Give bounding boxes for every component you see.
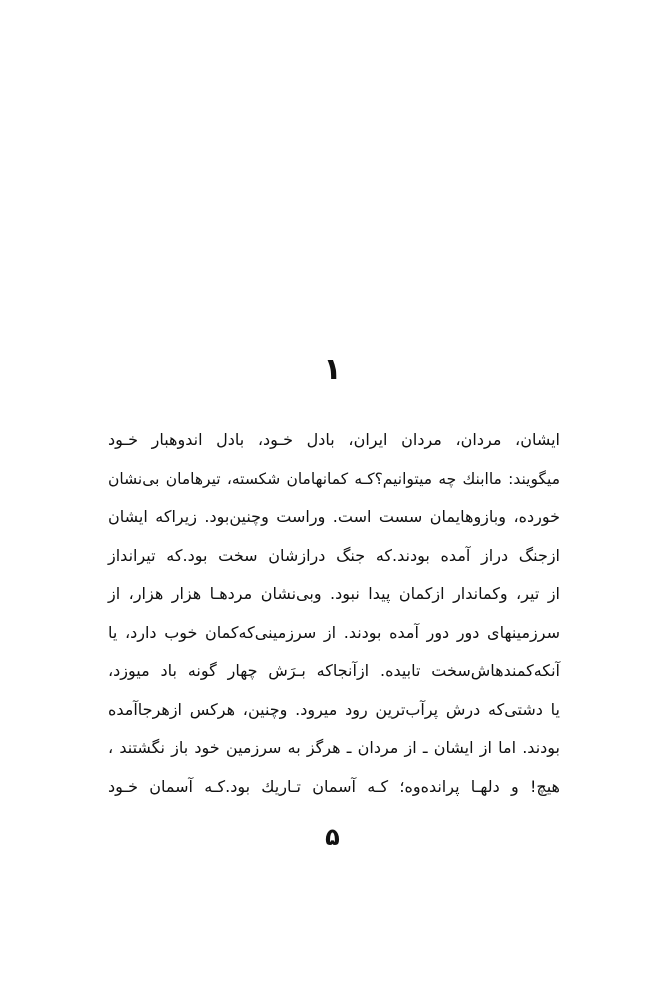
text-line: بودند. اما از ایشان ـ از مردان ـ هرگز به سرزمین خود باز نگشتند ، xyxy=(108,738,560,757)
text-line: سرزمینهای دور دور آمده بودند. از سرزمینی‌که‌کمان خوب دارد، یا xyxy=(108,622,560,642)
text-line: خورده، وبازوهایمان سست است. وراست وچنین‌بود. زیراکه ایشان xyxy=(108,507,560,526)
body-paragraph xyxy=(108,421,560,806)
text-line: هیچ! و دلهـا پرانده‌وه؛ کـه آسمان تـاریك بود.کـه آسمان خـود xyxy=(108,776,560,796)
text-line: میگویند: ماابنك چه میتوانیم؟کـه کمانهامان شکسته، تیرهامان بی‌نشان xyxy=(108,469,560,488)
text-line: آنکه‌کمندهاش‌سخت تابیده. ازآنجاکه بـرَش چهار گونه باد میوزد، xyxy=(108,661,560,680)
text-line: ازجنگ دراز آمده بودند.که جنگ درازشان سخت بود.که تیرانداز xyxy=(108,545,560,565)
chapter-number: ۱ xyxy=(323,352,342,387)
text-line: یا دشتی‌که درش پرآب‌ترین رود میرود. وچنین، هرکس ازهرجاآمده xyxy=(108,699,560,719)
text-line: ایشان، مردان، مردان ایران، بادل خـود، بادل اندوهبار خـود xyxy=(108,430,560,449)
text-line: از تیر، وکماندار ازکمان پیدا نبود. وبی‌نشان مردهـا هزار هزار، از xyxy=(108,584,560,603)
page-number: ۵ xyxy=(325,823,340,851)
